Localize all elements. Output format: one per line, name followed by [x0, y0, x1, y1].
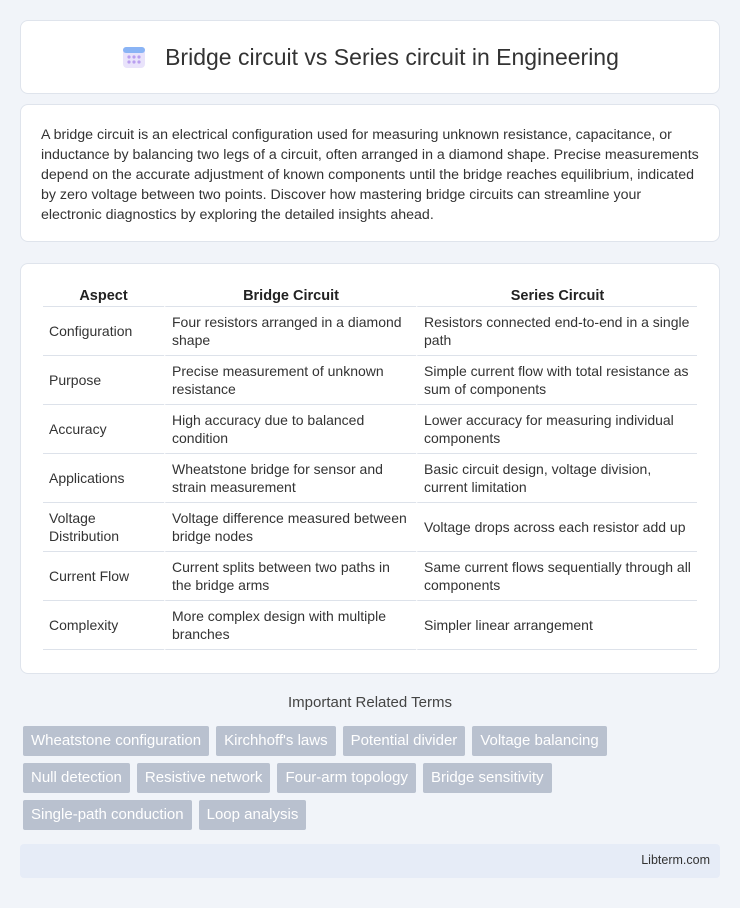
table-row: [43, 356, 697, 405]
comparison-table: [43, 284, 697, 650]
related-term-tag[interactable]: Four-arm topology: [277, 763, 416, 793]
cell-aspect: Purpose: [43, 356, 164, 405]
page-title: Bridge circuit vs Series circuit in Engineering: [165, 43, 619, 70]
related-term-tag[interactable]: Single-path conduction: [23, 800, 192, 830]
table-header-row: [43, 284, 697, 307]
cell-bridge: Wheatstone bridge for sensor and strain measurement: [164, 454, 416, 503]
calendar-grid-icon: [121, 44, 147, 70]
header-bridge: Bridge Circuit: [164, 284, 416, 307]
related-term-tag[interactable]: Resistive network: [137, 763, 271, 793]
cell-aspect: Current Flow: [43, 552, 164, 601]
cell-series: Same current flows sequentially through all components: [416, 552, 697, 601]
footer: [20, 844, 720, 878]
header-aspect: Aspect: [43, 284, 164, 307]
table-row: [43, 405, 697, 454]
cell-aspect: Applications: [43, 454, 164, 503]
related-term-tag[interactable]: Voltage balancing: [472, 726, 606, 756]
related-term-tag[interactable]: Kirchhoff's laws: [216, 726, 335, 756]
cell-aspect: Accuracy: [43, 405, 164, 454]
cell-aspect: Configuration: [43, 307, 164, 356]
intro-text: A bridge circuit is an electrical configuration used for measuring unknown resistance, capacitance, or inductance by balancing two legs of a circuit, often arranged in a diamond shape. Precise measurements depend on the accurate adjustment of known components until the bridge reaches equilibrium, indicated by zero voltage between two points. Discover how mastering bridge circuits can streamline your electronic diagnostics by exploring the detailed insights ahead.: [41, 127, 699, 223]
cell-bridge: Current splits between two paths in the bridge arms: [164, 552, 416, 601]
title-card: [20, 20, 720, 94]
related-term-tag[interactable]: Loop analysis: [199, 800, 307, 830]
cell-bridge: More complex design with multiple branches: [164, 601, 416, 650]
related-term-tag[interactable]: Potential divider: [343, 726, 466, 756]
table-row: [43, 503, 697, 552]
related-terms-list: [23, 726, 683, 830]
footer-site[interactable]: Libterm.com: [641, 853, 710, 867]
cell-bridge: Precise measurement of unknown resistance: [164, 356, 416, 405]
cell-series: Voltage drops across each resistor add up: [416, 503, 697, 552]
header-series: Series Circuit: [416, 284, 697, 307]
related-term-tag[interactable]: Bridge sensitivity: [423, 763, 552, 793]
cell-aspect: Voltage Distribution: [43, 503, 164, 552]
related-term-tag[interactable]: Null detection: [23, 763, 130, 793]
table-row: [43, 552, 697, 601]
comparison-card: [20, 263, 720, 674]
intro-card: [20, 104, 720, 242]
cell-series: Simple current flow with total resistance as sum of components: [416, 356, 697, 405]
cell-bridge: Four resistors arranged in a diamond shape: [164, 307, 416, 356]
cell-series: Resistors connected end-to-end in a single path: [416, 307, 697, 356]
table-row: [43, 454, 697, 503]
table-row: [43, 601, 697, 650]
table-row: [43, 307, 697, 356]
cell-series: Lower accuracy for measuring individual components: [416, 405, 697, 454]
cell-series: Basic circuit design, voltage division, current limitation: [416, 454, 697, 503]
cell-aspect: Complexity: [43, 601, 164, 650]
related-terms-title: Important Related Terms: [288, 694, 452, 711]
related-term-tag[interactable]: Wheatstone configuration: [23, 726, 209, 756]
cell-bridge: Voltage difference measured between bridge nodes: [164, 503, 416, 552]
cell-series: Simpler linear arrangement: [416, 601, 697, 650]
cell-bridge: High accuracy due to balanced condition: [164, 405, 416, 454]
